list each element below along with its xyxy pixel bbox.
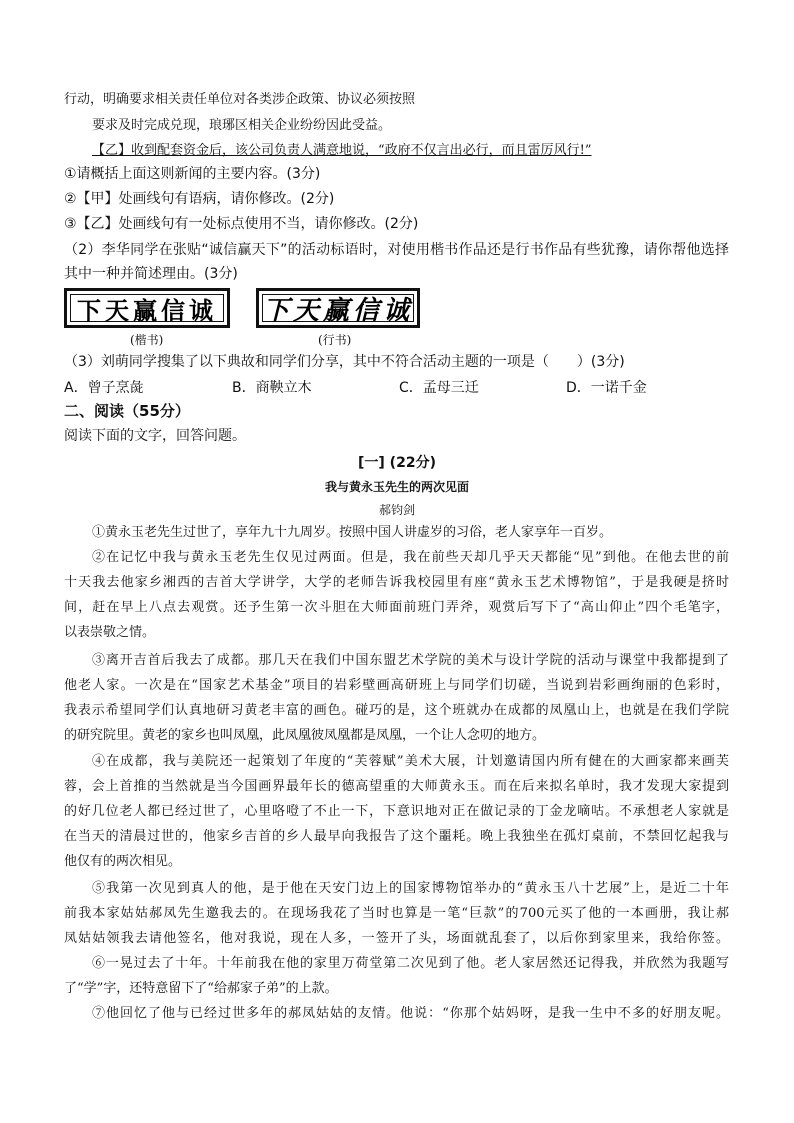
xingshu-caption: (行书): [318, 333, 352, 347]
passage-title: 我与黄永玉先生的两次见面: [324, 480, 469, 494]
passage-line: ③离开吉首后我去了成都。那几天在我们中国东盟艺术学院的美术与设计学院的活动与课堂中我都提到了: [92, 653, 729, 668]
text-line: 要求及时完成兑现，琅琊区相关企业纷纷因此受益。: [92, 118, 392, 133]
xingshu-text: 下天赢信诚: [262, 295, 413, 326]
kaishu-caption: (楷书): [130, 333, 164, 347]
passage-part-label: [一] (22分): [358, 455, 436, 471]
passage-line: ⑤我第一次见到真人的他，是于他在天安门边上的国家博物馆举办的“黄永玉八十艺展”上，是近二十年: [92, 881, 729, 896]
question-2-line: （2）李华同学在张贴“诚信赢天下”的活动标语时，对使用楷书作品还是行书作品有些犹豫，请你帮他选择: [64, 242, 729, 258]
passage-line: 他仅有的两次相见。: [64, 854, 182, 869]
question-1-2: ②【甲】处画线句有语病，请你修改。(2分): [64, 191, 335, 207]
passage-line: 蓉，会上首推的当然就是当今国画界最年长的德高望重的大师黄永玉。而在后来拟名单时，我才发现大家提到: [64, 779, 729, 794]
passage-line: 间，赶在早上八点去观赏。还予生第一次斗胆在大师面前班门弄斧，观赏后写下了“高山仰止”四个毛笔字，: [64, 600, 729, 615]
passage-line: 凤姑姑领我去请他签名，他对我说，现在人多，一签开了头，场面就乱套了，以后你到家里来，我给你签。: [64, 931, 729, 946]
question-1-3: ③【乙】处画线句有一处标点使用不当，请你修改。(2分): [64, 216, 419, 232]
passage-line: 了“学”字，还特意留下了“给郝家子弟”的上款。: [64, 981, 338, 996]
calligraphy-xingshu: [256, 288, 420, 328]
section-instruction: 阅读下面的文字，回答问题。: [64, 428, 246, 444]
calligraphy-kaishu: [64, 288, 230, 328]
passage-line: ④在成都，我与美院还一起策划了年度的“芙蓉赋”美术大展，计划邀请国内所有健在的大画家都来画芙: [92, 754, 729, 769]
passage-line: ⑦他回忆了他与已经过世多年的郝凤姑姑的友情。他说：“你那个姑妈呀，是我一生中不多的好朋友呢。: [92, 1006, 729, 1021]
passage-line: 十天我去他家乡湘西的吉首大学讲学，大学的老师告诉我校园里有座“黄永玉艺术博物馆”，于是我硬是挤时: [64, 575, 729, 590]
passage-author: 郝钧剑: [378, 503, 415, 517]
option-d: D．一诺千金: [566, 380, 647, 396]
passage-line: 的研究院里。黄老的家乡也叫凤凰，此凤凰彼凤凰都是凤凰，一个让人念叨的地方。: [64, 728, 546, 743]
passage-line: ①黄永玉老先生过世了，享年九十九周岁。按照中国人讲虚岁的习俗，老人家享年一百岁。: [92, 525, 613, 540]
text-line: 行动，明确要求相关责任单位对各类涉企政策、协议必须按照: [64, 92, 416, 107]
passage-line: 我表示希望同学们认真地研习黄老丰富的画色。碰巧的是，这个班就办在成都的凤凰山上，也就是在我们学院: [64, 703, 729, 718]
passage-line: 的好几位老人都已经过世了，心里咯噔了不止一下，下意识地对正在做记录的丁金龙嘀咕。不承想老人家就是: [64, 804, 729, 819]
passage-line: ⑥一晃过去了十年。十年前我在他的家里万荷堂第二次见到了他。老人家居然还记得我，并欣然为我题写: [92, 956, 729, 971]
kaishu-text: 下天赢信诚: [77, 295, 217, 325]
section-title: 二、阅读（55分）: [64, 402, 190, 420]
option-c: C．孟母三迁: [399, 380, 479, 396]
question-3-stem: （3）刘萌同学搜集了以下典故和同学们分享，其中不符合活动主题的一项是（ ）(3分): [64, 354, 625, 370]
passage-line: 以表崇敬之情。: [64, 625, 156, 640]
underlined-sentence-yi: 【乙】收到配套资金后，该公司负责人满意地说，“政府不仅言出必行，而且雷厉风行!”: [92, 143, 592, 158]
question-1-1: ①请概括上面这则新闻的主要内容。(3分): [64, 166, 321, 182]
question-2-line: 其中一种并简述理由。(3分): [64, 266, 238, 282]
option-b: B．商鞅立木: [232, 380, 312, 396]
passage-line: ②在记忆中我与黄永玉老先生仅见过两面。但是，我在前些天却几乎天天都能“见”到他。在他去世的前: [92, 550, 729, 565]
passage-line: 前我本家姑姑郝凤先生邀我去的。在现场我花了当时也算是一笔“巨款”的700元买了他的一本画册，我让郝: [64, 906, 729, 921]
passage-line: 他老人家。一次是在“国家艺术基金”项目的岩彩壁画高研班上与同学们切磋，当说到岩彩画绚丽的色彩时，: [64, 678, 729, 693]
passage-line: 在当天的清晨过世的，他家乡吉首的乡人最早向我报告了这个噩耗。晚上我独坐在孤灯桌前，不禁回忆起我与: [64, 829, 729, 844]
option-a: A．曾子烹彘: [64, 380, 144, 396]
